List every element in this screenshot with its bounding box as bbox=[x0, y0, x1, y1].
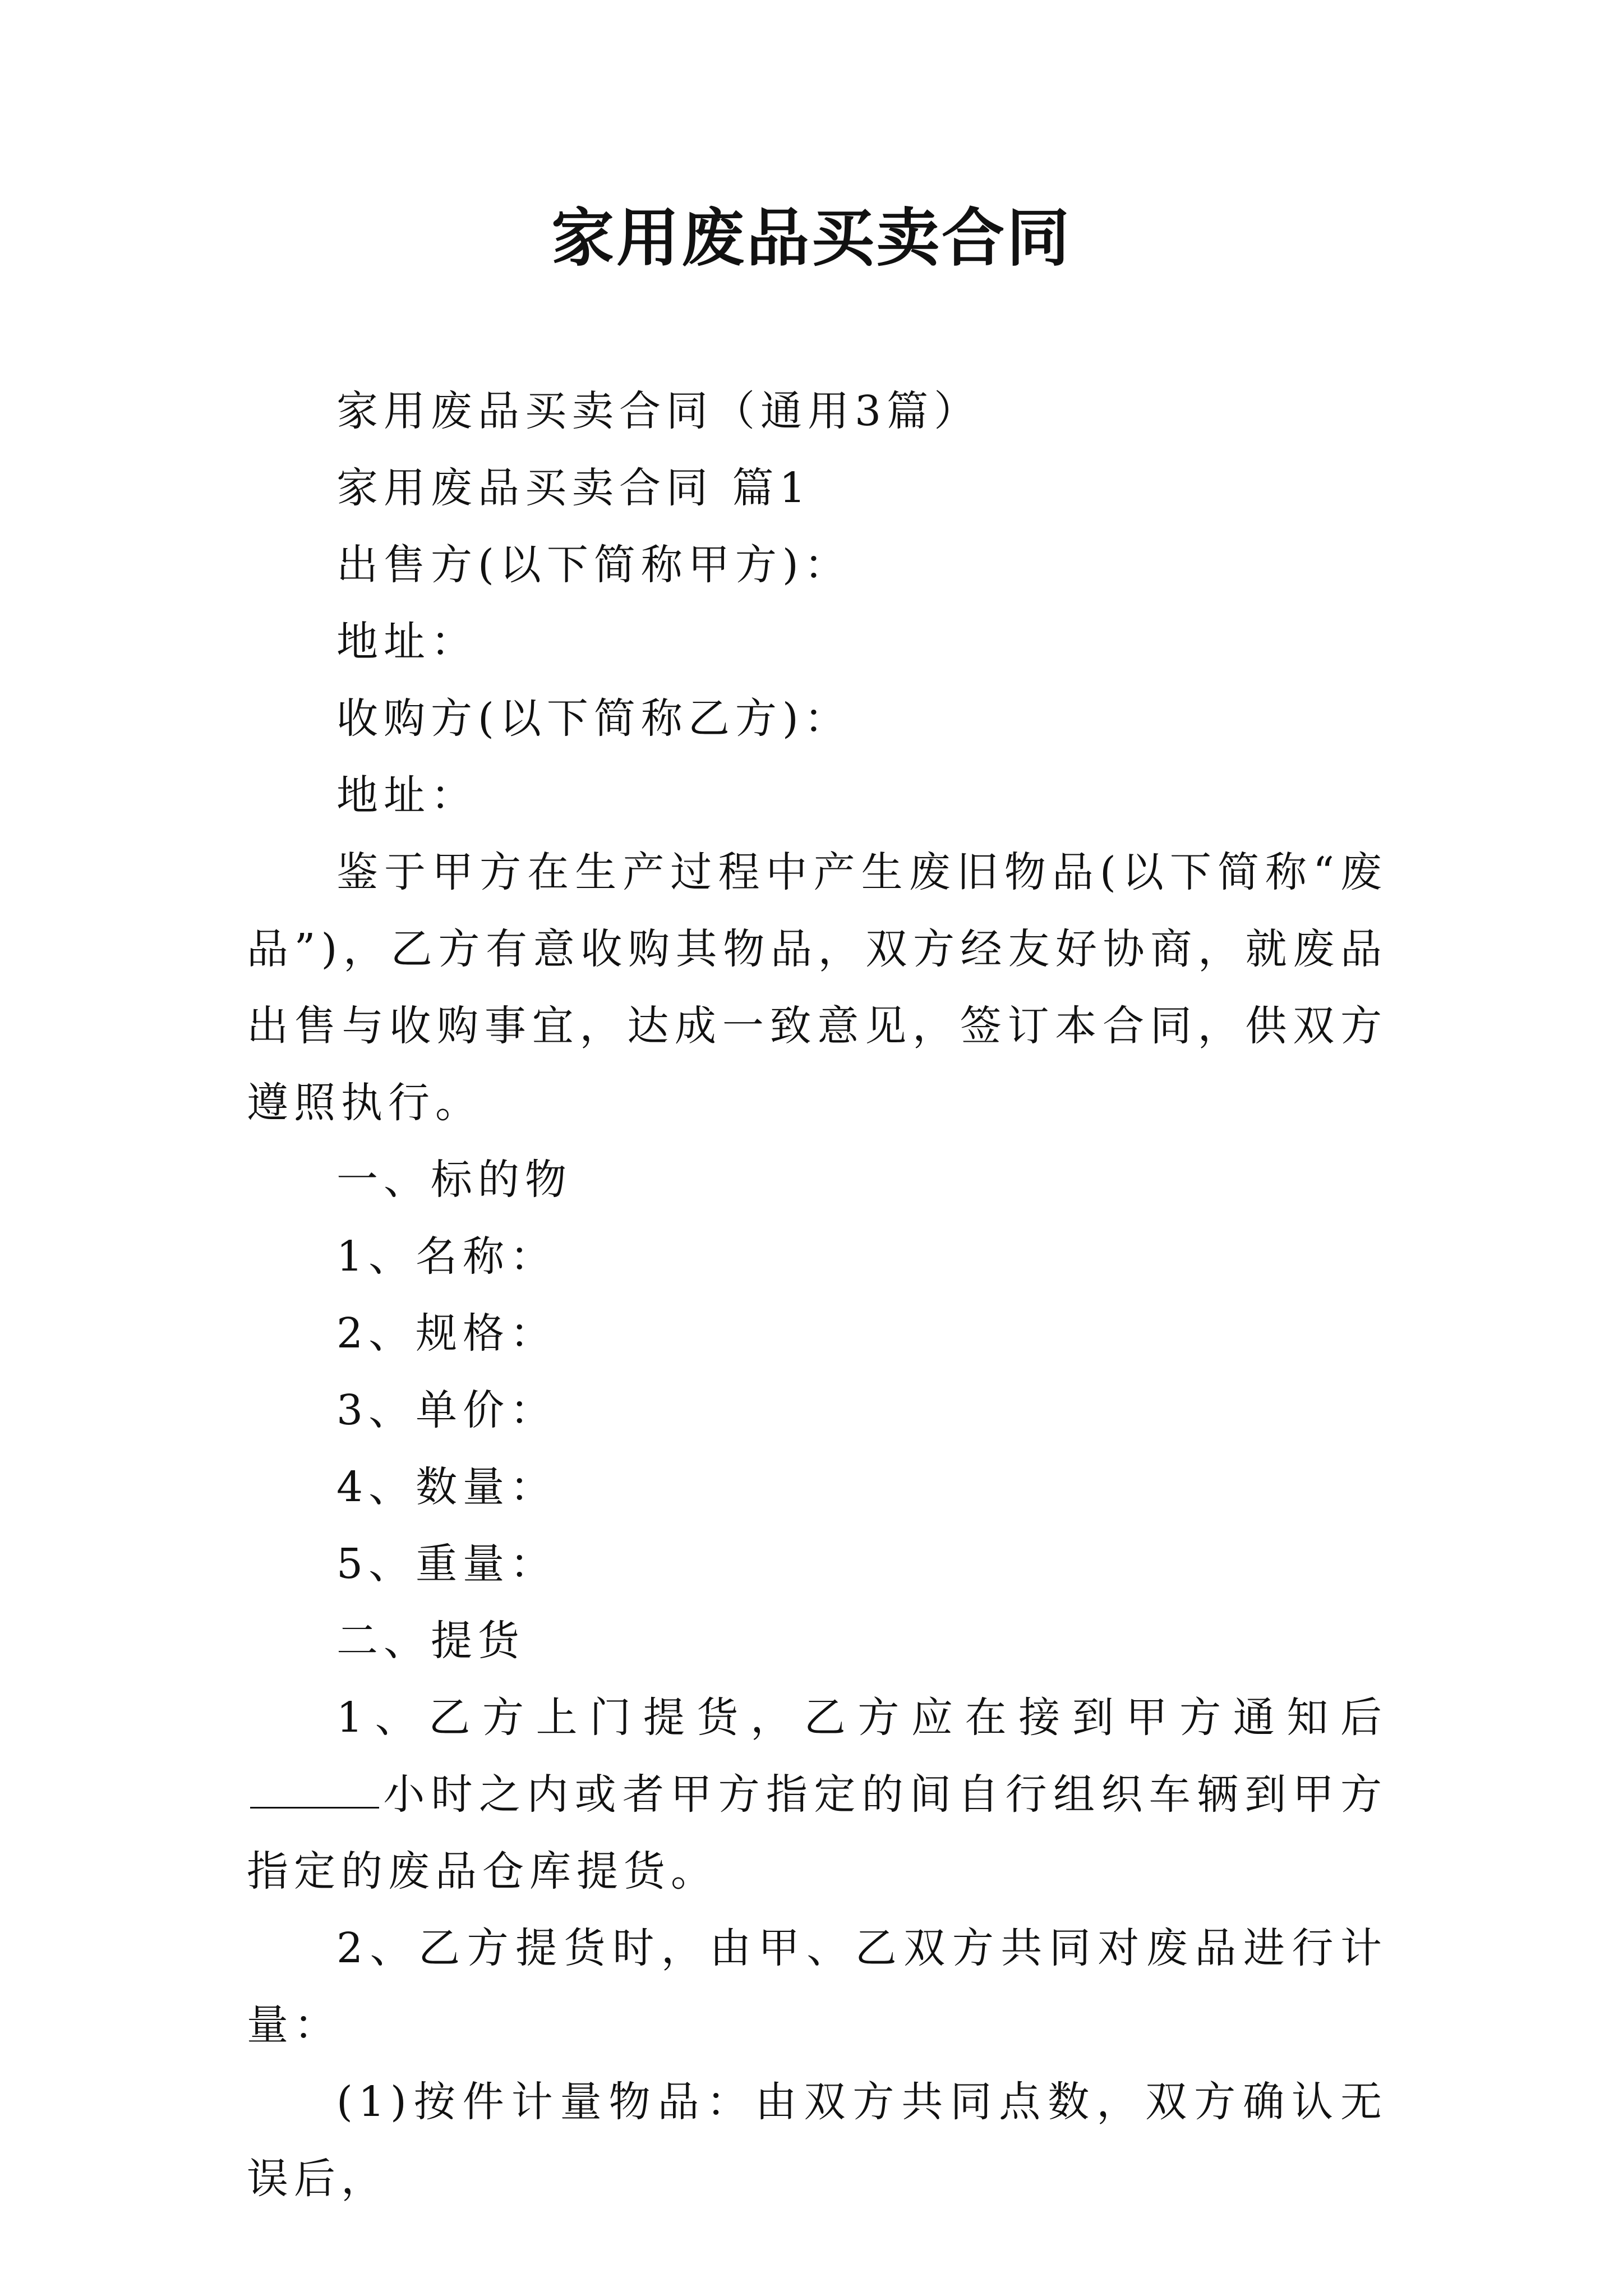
paragraph-seller-address: 地址： bbox=[336, 618, 478, 666]
item-unit-price: 3、单价： bbox=[336, 1386, 557, 1434]
document-body bbox=[247, 373, 1387, 2217]
item-weight: 5、重量： bbox=[336, 1540, 557, 1588]
paragraph-pickup-clause bbox=[247, 1680, 1387, 1910]
paragraph-buyer-address: 地址： bbox=[336, 771, 478, 820]
paragraph-subtitle: 家用废品买卖合同（通用3篇） bbox=[336, 387, 981, 435]
item-quantity: 4、数量： bbox=[336, 1463, 557, 1511]
paragraph-part-heading: 家用废品买卖合同 篇1 bbox=[336, 464, 811, 512]
document-title: 家用废品买卖合同 bbox=[551, 201, 1072, 275]
section-heading-subject: 一、标的物 bbox=[336, 1156, 572, 1204]
pickup-clause-start: 1、乙方上门提货，乙方应在接到甲方通知后 bbox=[336, 1694, 1387, 1742]
paragraph-count-items: (1)按件计量物品：由双方共同点数，双方确认无误后， bbox=[247, 2078, 1387, 2203]
item-spec: 2、规格： bbox=[336, 1309, 557, 1358]
fill-in-blank bbox=[250, 1768, 379, 1809]
paragraph-buyer: 收购方(以下简称乙方)： bbox=[336, 694, 851, 743]
section-heading-pickup: 二、提货 bbox=[336, 1617, 525, 1665]
paragraph-preamble: 鉴于甲方在生产过程中产生废旧物品(以下简称“废品”)，乙方有意收购其物品，双方经友好协商，就废品出售与收购事宜，达成一致意见，签订本合同，供双方遵照执行。 bbox=[247, 848, 1387, 1127]
paragraph-seller: 出售方(以下简称甲方)： bbox=[336, 541, 851, 589]
paragraph-measurement: 2、乙方提货时，由甲、乙双方共同对废品进行计量： bbox=[247, 1924, 1387, 2049]
pickup-clause-end: 小时之内或者甲方指定的间自行组织车辆到甲方指定的废品仓库提货。 bbox=[247, 1770, 1387, 1895]
item-name: 1、名称： bbox=[336, 1232, 557, 1281]
